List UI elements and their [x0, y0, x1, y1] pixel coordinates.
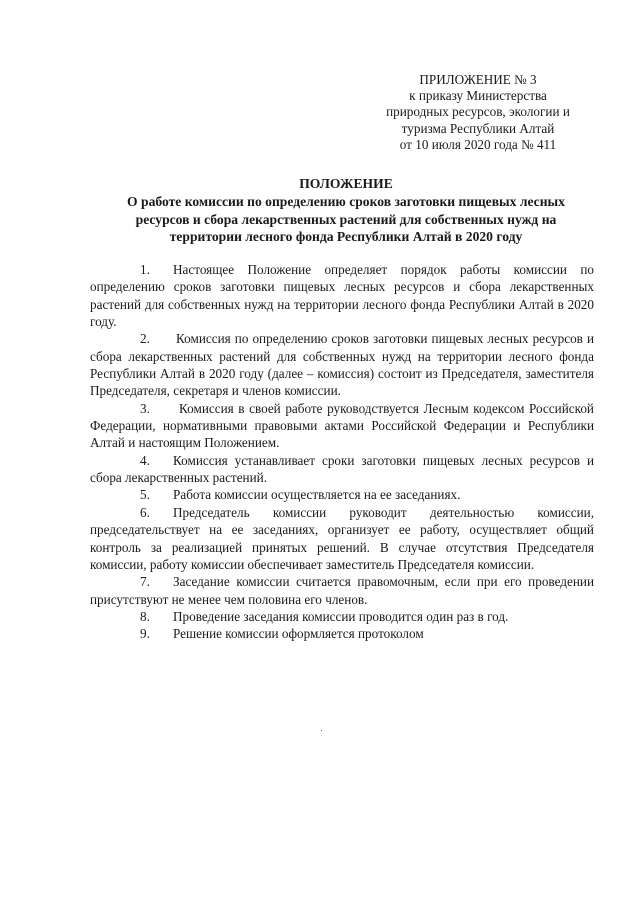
paragraph-number: 2.: [140, 331, 150, 347]
document-subtitle-line2: ресурсов и сбора лекарственных растений для собственных нужд на: [135, 211, 557, 227]
paragraph-1: [90, 261, 594, 330]
paragraph-number: 7.: [140, 574, 150, 590]
document-title: ПОЛОЖЕНИЕ: [299, 176, 393, 191]
scan-speck: [321, 730, 322, 731]
paragraph-3: [90, 400, 594, 452]
paragraph-text: Настоящее Положение определяет порядок работы комиссии по определению сроков заготовки пищевых лесных ресурсов и сбора лекарственных растений для собственных нужд на территории лесного фонда Республики Алтай в 2020 году.: [90, 262, 594, 330]
paragraph-number: 6.: [140, 504, 150, 520]
paragraph-6: [90, 504, 594, 573]
paragraph-5: [90, 486, 594, 503]
paragraph-number: 8.: [140, 608, 150, 624]
paragraph-8: [90, 608, 594, 625]
paragraph-number: 5.: [140, 487, 150, 503]
appendix-number: ПРИЛОЖЕНИЕ № 3: [419, 72, 537, 87]
paragraph-text: Комиссия по определению сроков заготовки пищевых лесных ресурсов и сбора лекарственных растений для собственных нужд на территории лесного фонда Республики Алтай в 2020 году (далее – комиссия) состоит из Председателя, заместителя Председателя, секретаря и членов комиссии.: [90, 331, 594, 399]
appendix-date: от 10 июля 2020 года № 411: [399, 136, 557, 152]
paragraph-text: Комиссия в своей работе руководствуется Лесным кодексом Российской Федерации, нормативными правовыми актами Российской Федерации и Республики Алтай и настоящим Положением.: [90, 400, 594, 451]
appendix-ministry-line2: туризма Республики Алтай: [401, 120, 555, 136]
paragraph-text: Комиссия устанавливает сроки заготовки пищевых лесных ресурсов и сбора лекарственных растений.: [90, 452, 594, 486]
paragraph-number: 1.: [140, 262, 150, 277]
paragraph-2: [90, 330, 594, 399]
document-heading: [96, 175, 596, 246]
paragraph-4: [90, 452, 594, 487]
document-subtitle-line3: территории лесного фонда Республики Алтай в 2020 году: [169, 229, 523, 245]
paragraph-number: 3.: [140, 400, 150, 416]
paragraph-text: Проведение заседания комиссии проводится один раз в год.: [173, 608, 509, 624]
paragraph-number: 4.: [140, 452, 150, 468]
paragraph-text: Решение комиссии оформляется протоколом: [173, 626, 424, 642]
paragraph-text: Председатель комиссии руководит деятельностью комиссии, председательствует на ее заседаниях, организует ее работу, осуществляет общий контроль за реализацией принятых решений. В случае отсутствия Председателя комиссии, работу комиссии обеспечивает заместитель Председателя комиссии.: [90, 504, 594, 572]
paragraph-text: Работа комиссии осуществляется на ее заседаниях.: [173, 487, 461, 503]
appendix-header: [358, 72, 598, 153]
appendix-ministry-line1: природных ресурсов, экологии и: [386, 104, 570, 120]
paragraph-number: 9.: [140, 626, 150, 642]
document-subtitle-line1: О работе комиссии по определению сроков заготовки пищевых лесных: [127, 193, 565, 209]
paragraph-9: [90, 625, 594, 642]
document-body: [90, 261, 594, 643]
paragraph-7: [90, 573, 594, 608]
paragraph-text: Заседание комиссии считается правомочным, если при его проведении присутствуют не менее чем половина его членов.: [90, 574, 594, 607]
appendix-order-ref: к приказу Министерства: [409, 88, 547, 104]
